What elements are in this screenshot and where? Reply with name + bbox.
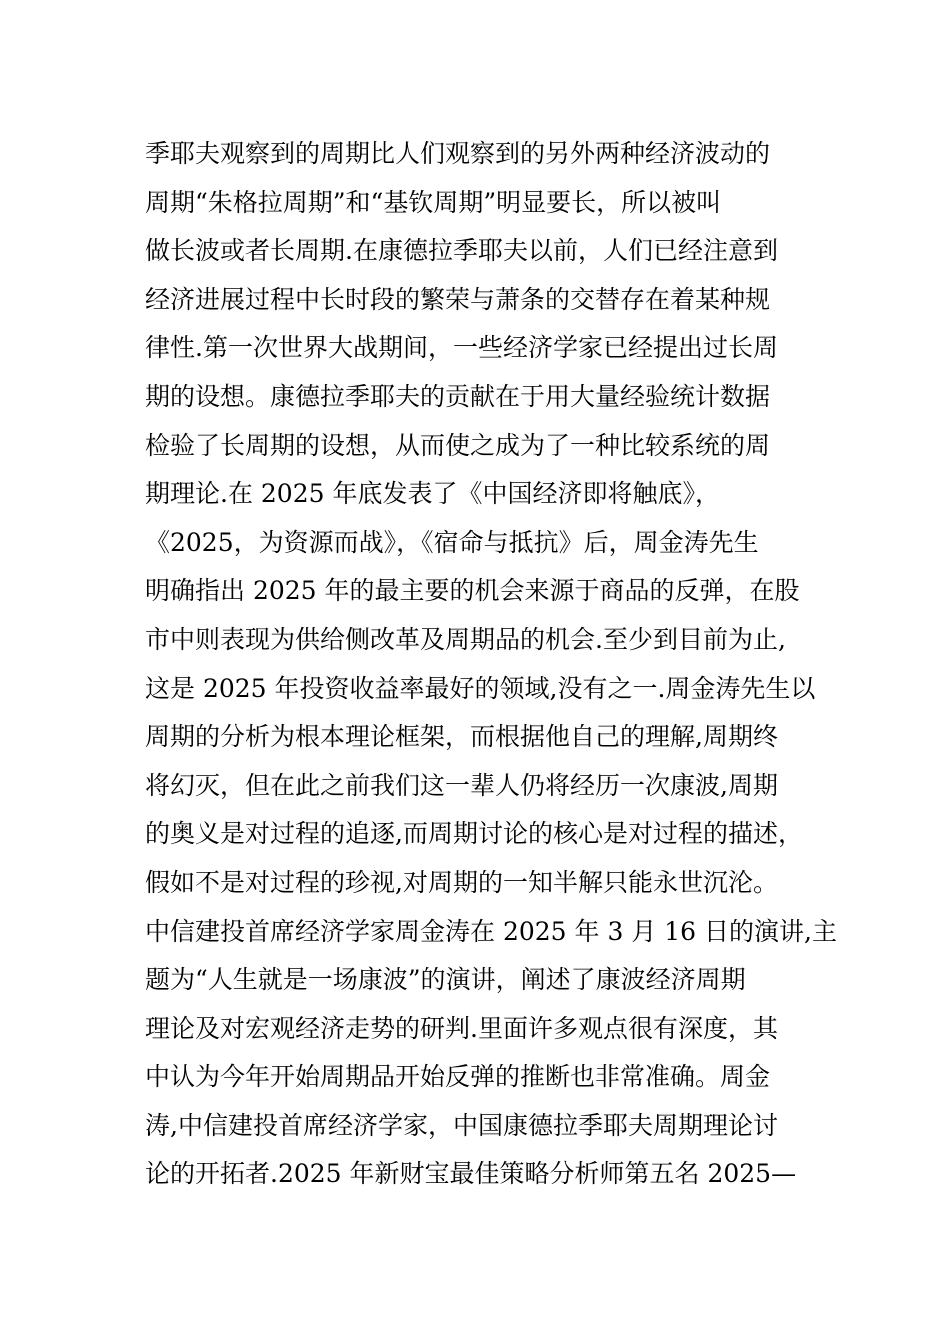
- text-line-20: 中认为今年开始周期品开始反弹的推断也非常准确。周金: [145, 1062, 771, 1092]
- text-line-21: 涛,中信建投首席经济学家，中国康德拉季耶夫周期理论讨: [145, 1110, 778, 1140]
- text-line-12: 这是 2025 年投资收益率最好的领域,没有之一.周金涛先生以: [145, 673, 816, 703]
- text-line-10: 明确指出 2025 年的最主要的机会来源于商品的反弹，在股: [145, 576, 800, 606]
- text-line-22: 论的开拓者.2025 年新财宝最佳策略分析师第五名 2025—: [145, 1159, 797, 1189]
- text-line-15: 的奥义是对过程的追逐,而周期讨论的核心是对过程的描述，: [145, 819, 803, 849]
- text-line-11: 市中则表现为供给侧改革及周期品的机会.至少到目前为止,: [145, 624, 786, 654]
- text-line-14: 将幻灭，但在此之前我们这一辈人仍将经历一次康波,周期: [145, 770, 778, 800]
- text-line-9: 《2025，为资源而战》，《宿命与抵抗》后，周金涛先生: [145, 527, 759, 557]
- text-line-4: 经济进展过程中长时段的繁荣与萧条的交替存在着某种规: [145, 284, 771, 314]
- text-line-7: 检验了长周期的设想，从而使之成为了一种比较系统的周: [145, 430, 771, 460]
- text-line-16: 假如不是对过程的珍视,对周期的一知半解只能永世沉沦。: [145, 867, 778, 897]
- text-line-2: 周期“朱格拉周期”和“基钦周期”明显要长，所以被叫: [145, 187, 722, 217]
- text-line-17: 中信建投首席经济学家周金涛在 2025 年 3 月 16 日的演讲,主: [145, 916, 837, 946]
- text-line-13: 周期的分析为根本理论框架，而根据他自己的理解,周期终: [145, 722, 778, 752]
- text-line-6: 期的设想。康德拉季耶夫的贡献在于用大量经验统计数据: [145, 381, 771, 411]
- text-line-8: 期理论.在 2025 年底发表了《中国经济即将触底》，: [145, 479, 720, 509]
- text-line-19: 理论及对宏观经济走势的研判.里面许多观点很有深度，其: [145, 1013, 778, 1043]
- text-line-18: 题为“人生就是一场康波”的演讲，阐述了康波经济周期: [145, 965, 746, 995]
- text-line-5: 律性.第一次世界大战期间，一些经济学家已经提出过长周: [145, 333, 778, 363]
- body-text: [145, 130, 837, 1199]
- text-line-3: 做长波或者长周期.在康德拉季耶夫以前，人们已经注意到: [145, 236, 778, 266]
- text-line-1: 季耶夫观察到的周期比人们观察到的另外两种经济波动的: [145, 139, 771, 168]
